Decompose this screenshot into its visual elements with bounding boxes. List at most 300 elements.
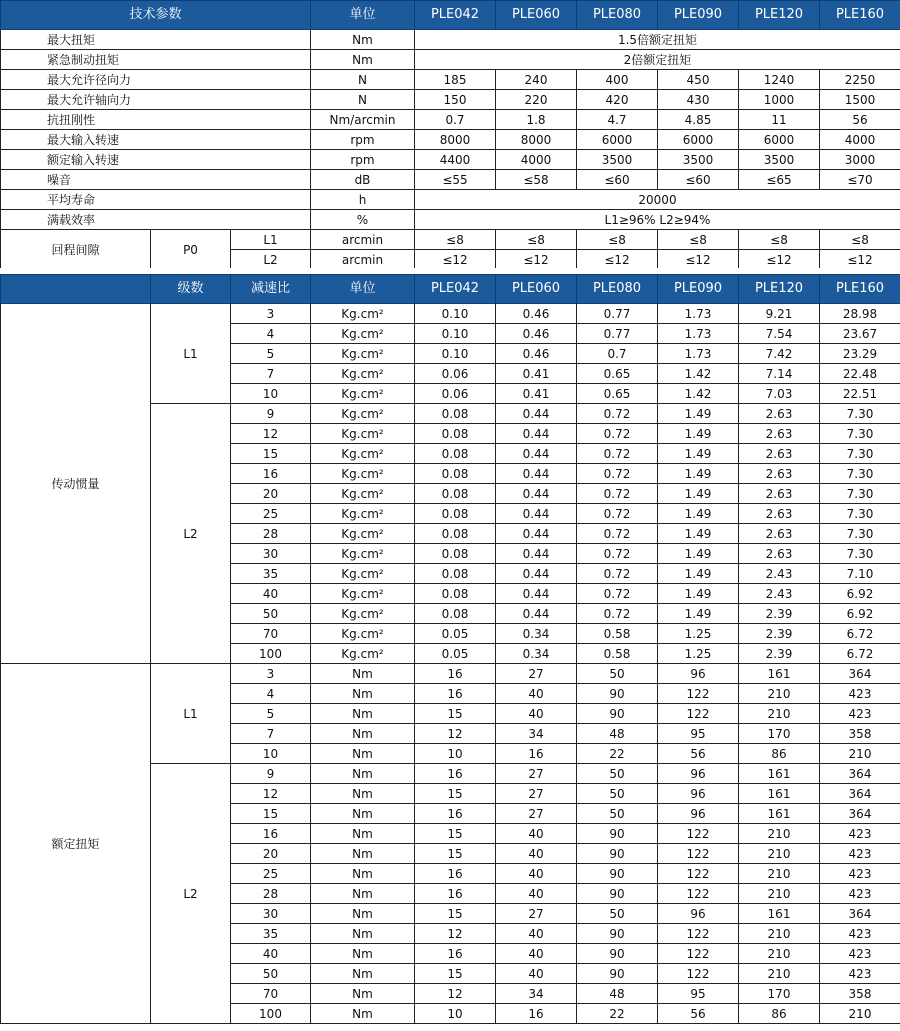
value-cell: 122 (658, 844, 739, 864)
value-cell: 22.51 (820, 384, 900, 404)
value-cell: 27 (496, 764, 577, 784)
value-cell: 50 (577, 784, 658, 804)
value-cell: 2.63 (739, 424, 820, 444)
unit-cell: Nm (311, 864, 415, 884)
ratio-header: 减速比 (231, 275, 311, 304)
value-cell: 0.72 (577, 544, 658, 564)
ratio-cell: 5 (231, 704, 311, 724)
value-cell: 0.46 (496, 304, 577, 324)
value-cell: 96 (658, 804, 739, 824)
value-cell: 0.44 (496, 544, 577, 564)
value-cell: 358 (820, 984, 900, 1004)
value-cell: 34 (496, 724, 577, 744)
value-cell: 12 (415, 984, 496, 1004)
unit-cell: Kg.cm² (311, 624, 415, 644)
ratio-cell: 35 (231, 924, 311, 944)
value-cell: 0.72 (577, 404, 658, 424)
value-cell: 40 (496, 824, 577, 844)
value-cell: 364 (820, 804, 900, 824)
value-cell: 1.49 (658, 504, 739, 524)
unit-cell: Nm (311, 964, 415, 984)
ratio-cell: 12 (231, 784, 311, 804)
value-cell: 90 (577, 844, 658, 864)
value-cell: 210 (820, 744, 900, 764)
spec-header-row (1, 1, 900, 30)
value-cell: 6.72 (820, 624, 900, 644)
value-cell: 0.06 (415, 384, 496, 404)
value-cell: 96 (658, 664, 739, 684)
param-unit: Nm (311, 50, 415, 70)
value-cell: ≤70 (820, 170, 900, 190)
value-cell: 15 (415, 704, 496, 724)
value-cell: 48 (577, 724, 658, 744)
value-cell: 7.54 (739, 324, 820, 344)
value-cell: 122 (658, 884, 739, 904)
ratio-cell: 50 (231, 604, 311, 624)
value-cell: 423 (820, 964, 900, 984)
value-cell: 16 (415, 764, 496, 784)
blank-header (1, 275, 151, 304)
value-cell: 90 (577, 964, 658, 984)
ratio-cell: 70 (231, 984, 311, 1004)
value-cell: 1500 (820, 90, 900, 110)
ratio-cell: 10 (231, 384, 311, 404)
model-header: PLE120 (739, 275, 820, 304)
value-cell: 40 (496, 704, 577, 724)
value-cell: 1.49 (658, 564, 739, 584)
ratio-cell: 4 (231, 684, 311, 704)
spec-table (0, 0, 900, 270)
value-cell: 423 (820, 924, 900, 944)
value-cell: 150 (415, 90, 496, 110)
value-cell: 0.34 (496, 644, 577, 664)
value-cell: 50 (577, 764, 658, 784)
param-name: 噪音 (1, 170, 311, 190)
ratio-cell: 100 (231, 1004, 311, 1024)
value-cell: 12 (415, 924, 496, 944)
value-cell: 96 (658, 764, 739, 784)
performance-table (0, 274, 900, 1024)
value-cell: 0.08 (415, 584, 496, 604)
value-cell: 0.44 (496, 604, 577, 624)
perf-header-row (1, 275, 900, 304)
ratio-cell: 5 (231, 344, 311, 364)
value-cell: 210 (820, 1004, 900, 1024)
merged-value: 2倍额定扭矩 (415, 50, 900, 70)
param-name: 额定输入转速 (1, 150, 311, 170)
value-cell: 27 (496, 904, 577, 924)
param-unit: % (311, 210, 415, 230)
value-cell: 0.05 (415, 644, 496, 664)
value-cell: 2.39 (739, 604, 820, 624)
unit-cell: Nm (311, 984, 415, 1004)
ratio-cell: 20 (231, 484, 311, 504)
value-cell: 210 (739, 944, 820, 964)
unit-cell: Kg.cm² (311, 584, 415, 604)
value-cell: 7.30 (820, 404, 900, 424)
ratio-cell: 25 (231, 504, 311, 524)
value-cell: 2250 (820, 70, 900, 90)
value-cell: 15 (415, 824, 496, 844)
value-cell: 95 (658, 984, 739, 1004)
value-cell: 0.34 (496, 624, 577, 644)
stage-label: L2 (151, 404, 231, 664)
value-cell: 1.49 (658, 484, 739, 504)
unit-cell: Kg.cm² (311, 544, 415, 564)
value-cell: 23.29 (820, 344, 900, 364)
value-cell: ≤60 (658, 170, 739, 190)
ratio-cell: 3 (231, 664, 311, 684)
unit-cell: Kg.cm² (311, 364, 415, 384)
stage-label: L2 (231, 250, 311, 270)
perf-row (1, 664, 900, 684)
value-cell: 6.72 (820, 644, 900, 664)
model-header: PLE060 (496, 1, 577, 30)
value-cell: 0.10 (415, 304, 496, 324)
value-cell: 0.77 (577, 304, 658, 324)
value-cell: 0.05 (415, 624, 496, 644)
param-unit: dB (311, 170, 415, 190)
value-cell: 122 (658, 684, 739, 704)
value-cell: 2.63 (739, 544, 820, 564)
value-cell: 1.49 (658, 604, 739, 624)
unit-cell: Nm (311, 684, 415, 704)
value-cell: 0.72 (577, 484, 658, 504)
spec-body (1, 30, 900, 270)
value-cell: 0.10 (415, 344, 496, 364)
ratio-cell: 50 (231, 964, 311, 984)
value-cell: 2.63 (739, 504, 820, 524)
value-cell: 2.63 (739, 484, 820, 504)
value-cell: 16 (496, 744, 577, 764)
param-name: 平均寿命 (1, 190, 311, 210)
value-cell: 423 (820, 824, 900, 844)
value-cell: 0.08 (415, 444, 496, 464)
value-cell: 1240 (739, 70, 820, 90)
unit-cell: Kg.cm² (311, 644, 415, 664)
value-cell: 7.30 (820, 524, 900, 544)
ratio-cell: 9 (231, 404, 311, 424)
value-cell: 170 (739, 984, 820, 1004)
unit-cell: Nm (311, 904, 415, 924)
value-cell: 364 (820, 764, 900, 784)
section-label: 额定扭矩 (1, 664, 151, 1024)
unit-cell: Nm (311, 924, 415, 944)
value-cell: 423 (820, 944, 900, 964)
value-cell: ≤12 (415, 250, 496, 270)
unit-cell: Kg.cm² (311, 484, 415, 504)
ratio-cell: 9 (231, 764, 311, 784)
value-cell: 122 (658, 704, 739, 724)
value-cell: 1.8 (496, 110, 577, 130)
value-cell: 0.58 (577, 624, 658, 644)
value-cell: 90 (577, 944, 658, 964)
value-cell: 1.49 (658, 464, 739, 484)
param-unit: Nm/arcmin (311, 110, 415, 130)
model-header: PLE090 (658, 1, 739, 30)
value-cell: 185 (415, 70, 496, 90)
unit-cell: Kg.cm² (311, 564, 415, 584)
value-cell: 40 (496, 944, 577, 964)
value-cell: ≤58 (496, 170, 577, 190)
value-cell: 122 (658, 964, 739, 984)
value-cell: 0.72 (577, 564, 658, 584)
value-cell: 27 (496, 664, 577, 684)
value-cell: 90 (577, 884, 658, 904)
unit-cell: Nm (311, 944, 415, 964)
value-cell: 430 (658, 90, 739, 110)
param-unit: N (311, 90, 415, 110)
ratio-cell: 10 (231, 744, 311, 764)
value-cell: 161 (739, 904, 820, 924)
value-cell: 90 (577, 924, 658, 944)
value-cell: 90 (577, 704, 658, 724)
value-cell: 16 (415, 684, 496, 704)
param-name: 最大扭矩 (1, 30, 311, 50)
model-header: PLE042 (415, 1, 496, 30)
ratio-cell: 25 (231, 864, 311, 884)
value-cell: 10 (415, 744, 496, 764)
value-cell: 7.30 (820, 484, 900, 504)
value-cell: 22 (577, 744, 658, 764)
value-cell: 0.72 (577, 604, 658, 624)
value-cell: 1.25 (658, 644, 739, 664)
value-cell: 210 (739, 864, 820, 884)
value-cell: 2.63 (739, 444, 820, 464)
value-cell: ≤8 (658, 230, 739, 250)
merged-value: 20000 (415, 190, 900, 210)
value-cell: 0.46 (496, 344, 577, 364)
value-cell: 6.92 (820, 604, 900, 624)
value-cell: 122 (658, 864, 739, 884)
value-cell: ≤12 (577, 250, 658, 270)
merged-value: L1≥96% L2≥94% (415, 210, 900, 230)
value-cell: 0.08 (415, 544, 496, 564)
unit-cell: Kg.cm² (311, 384, 415, 404)
unit-cell: Kg.cm² (311, 504, 415, 524)
backlash-label: 回程间隙 (1, 230, 151, 270)
value-cell: ≤8 (496, 230, 577, 250)
value-cell: ≤12 (820, 250, 900, 270)
value-cell: 7.30 (820, 444, 900, 464)
value-cell: 0.44 (496, 444, 577, 464)
value-cell: 40 (496, 964, 577, 984)
value-cell: 50 (577, 904, 658, 924)
value-cell: 86 (739, 744, 820, 764)
value-cell: ≤60 (577, 170, 658, 190)
value-cell: 0.08 (415, 484, 496, 504)
param-name: 最大允许轴向力 (1, 90, 311, 110)
value-cell: 161 (739, 804, 820, 824)
value-cell: 22.48 (820, 364, 900, 384)
value-cell: 1.49 (658, 524, 739, 544)
value-cell: 210 (739, 844, 820, 864)
value-cell: 220 (496, 90, 577, 110)
value-cell: 0.44 (496, 464, 577, 484)
section-label: 传动惯量 (1, 304, 151, 664)
unit-header: 单位 (311, 1, 415, 30)
value-cell: 56 (658, 1004, 739, 1024)
unit-cell: Nm (311, 724, 415, 744)
value-cell: 48 (577, 984, 658, 1004)
value-cell: 0.06 (415, 364, 496, 384)
unit-cell: Kg.cm² (311, 404, 415, 424)
unit-cell: Kg.cm² (311, 604, 415, 624)
value-cell: 16 (415, 804, 496, 824)
value-cell: 0.72 (577, 464, 658, 484)
value-cell: 6000 (658, 130, 739, 150)
ratio-cell: 28 (231, 884, 311, 904)
model-header: PLE042 (415, 275, 496, 304)
model-header: PLE160 (820, 1, 900, 30)
value-cell: 1.49 (658, 424, 739, 444)
value-cell: 0.44 (496, 524, 577, 544)
value-cell: 423 (820, 884, 900, 904)
model-header: PLE160 (820, 275, 900, 304)
value-cell: 1.73 (658, 324, 739, 344)
value-cell: 23.67 (820, 324, 900, 344)
value-cell: 210 (739, 684, 820, 704)
value-cell: 0.08 (415, 564, 496, 584)
value-cell: 358 (820, 724, 900, 744)
value-cell: 161 (739, 784, 820, 804)
ratio-cell: 16 (231, 464, 311, 484)
value-cell: 4.7 (577, 110, 658, 130)
spec-row (1, 90, 900, 110)
value-cell: 1.73 (658, 304, 739, 324)
value-cell: 1.49 (658, 584, 739, 604)
ratio-cell: 7 (231, 364, 311, 384)
value-cell: 0.72 (577, 584, 658, 604)
value-cell: 15 (415, 904, 496, 924)
spec-row (1, 130, 900, 150)
unit-cell: Kg.cm² (311, 424, 415, 444)
value-cell: 4000 (496, 150, 577, 170)
value-cell: 4000 (820, 130, 900, 150)
value-cell: 210 (739, 704, 820, 724)
value-cell: 11 (739, 110, 820, 130)
value-cell: 56 (820, 110, 900, 130)
value-cell: 7.03 (739, 384, 820, 404)
value-cell: 95 (658, 724, 739, 744)
param-unit: Nm (311, 30, 415, 50)
value-cell: 0.41 (496, 364, 577, 384)
value-cell: 122 (658, 924, 739, 944)
value-cell: 15 (415, 844, 496, 864)
param-name: 最大输入转速 (1, 130, 311, 150)
param-name: 抗扭刚性 (1, 110, 311, 130)
value-cell: 10 (415, 1004, 496, 1024)
value-cell: 1000 (739, 90, 820, 110)
value-cell: ≤8 (577, 230, 658, 250)
value-cell: 16 (415, 884, 496, 904)
value-cell: 7.30 (820, 464, 900, 484)
ratio-cell: 30 (231, 904, 311, 924)
value-cell: 7.30 (820, 424, 900, 444)
param-unit: N (311, 70, 415, 90)
value-cell: 0.46 (496, 324, 577, 344)
value-cell: 90 (577, 824, 658, 844)
value-cell: 0.77 (577, 324, 658, 344)
spec-row (1, 150, 900, 170)
unit-cell: Kg.cm² (311, 304, 415, 324)
value-cell: 364 (820, 784, 900, 804)
value-cell: 161 (739, 764, 820, 784)
value-cell: 96 (658, 904, 739, 924)
unit-header: 单位 (311, 275, 415, 304)
param-unit: arcmin (311, 250, 415, 270)
value-cell: 210 (739, 884, 820, 904)
value-cell: 423 (820, 844, 900, 864)
ratio-cell: 40 (231, 584, 311, 604)
value-cell: 400 (577, 70, 658, 90)
value-cell: 0.44 (496, 404, 577, 424)
value-cell: 27 (496, 784, 577, 804)
spec-row (1, 70, 900, 90)
value-cell: 0.44 (496, 564, 577, 584)
value-cell: 7.30 (820, 544, 900, 564)
unit-cell: Nm (311, 1004, 415, 1024)
value-cell: 1.42 (658, 384, 739, 404)
value-cell: 210 (739, 824, 820, 844)
param-unit: rpm (311, 130, 415, 150)
value-cell: 0.7 (577, 344, 658, 364)
unit-cell: Nm (311, 664, 415, 684)
value-cell: 0.08 (415, 504, 496, 524)
unit-cell: Kg.cm² (311, 524, 415, 544)
value-cell: 0.10 (415, 324, 496, 344)
spec-row (1, 190, 900, 210)
value-cell: 16 (415, 664, 496, 684)
value-cell: 16 (415, 944, 496, 964)
stage-label: L1 (151, 664, 231, 764)
value-cell: 0.08 (415, 604, 496, 624)
param-name: 满载效率 (1, 210, 311, 230)
merged-value: 1.5倍额定扭矩 (415, 30, 900, 50)
value-cell: 423 (820, 864, 900, 884)
ratio-cell: 40 (231, 944, 311, 964)
param-header: 技术参数 (1, 1, 311, 30)
ratio-cell: 30 (231, 544, 311, 564)
value-cell: 50 (577, 664, 658, 684)
value-cell: 3500 (658, 150, 739, 170)
value-cell: 4.85 (658, 110, 739, 130)
unit-cell: Kg.cm² (311, 344, 415, 364)
value-cell: 2.39 (739, 624, 820, 644)
unit-cell: Nm (311, 784, 415, 804)
value-cell: 2.43 (739, 564, 820, 584)
ratio-cell: 35 (231, 564, 311, 584)
value-cell: 0.72 (577, 524, 658, 544)
param-unit: rpm (311, 150, 415, 170)
value-cell: 7.30 (820, 504, 900, 524)
value-cell: 170 (739, 724, 820, 744)
value-cell: 122 (658, 944, 739, 964)
value-cell: ≤12 (739, 250, 820, 270)
value-cell: 7.10 (820, 564, 900, 584)
model-header: PLE090 (658, 275, 739, 304)
ratio-cell: 12 (231, 424, 311, 444)
value-cell: 15 (415, 964, 496, 984)
value-cell: 4400 (415, 150, 496, 170)
value-cell: 8000 (415, 130, 496, 150)
stage-label: L1 (151, 304, 231, 404)
value-cell: 22 (577, 1004, 658, 1024)
unit-cell: Nm (311, 764, 415, 784)
value-cell: 1.49 (658, 404, 739, 424)
value-cell: 16 (415, 864, 496, 884)
spec-row (1, 30, 900, 50)
